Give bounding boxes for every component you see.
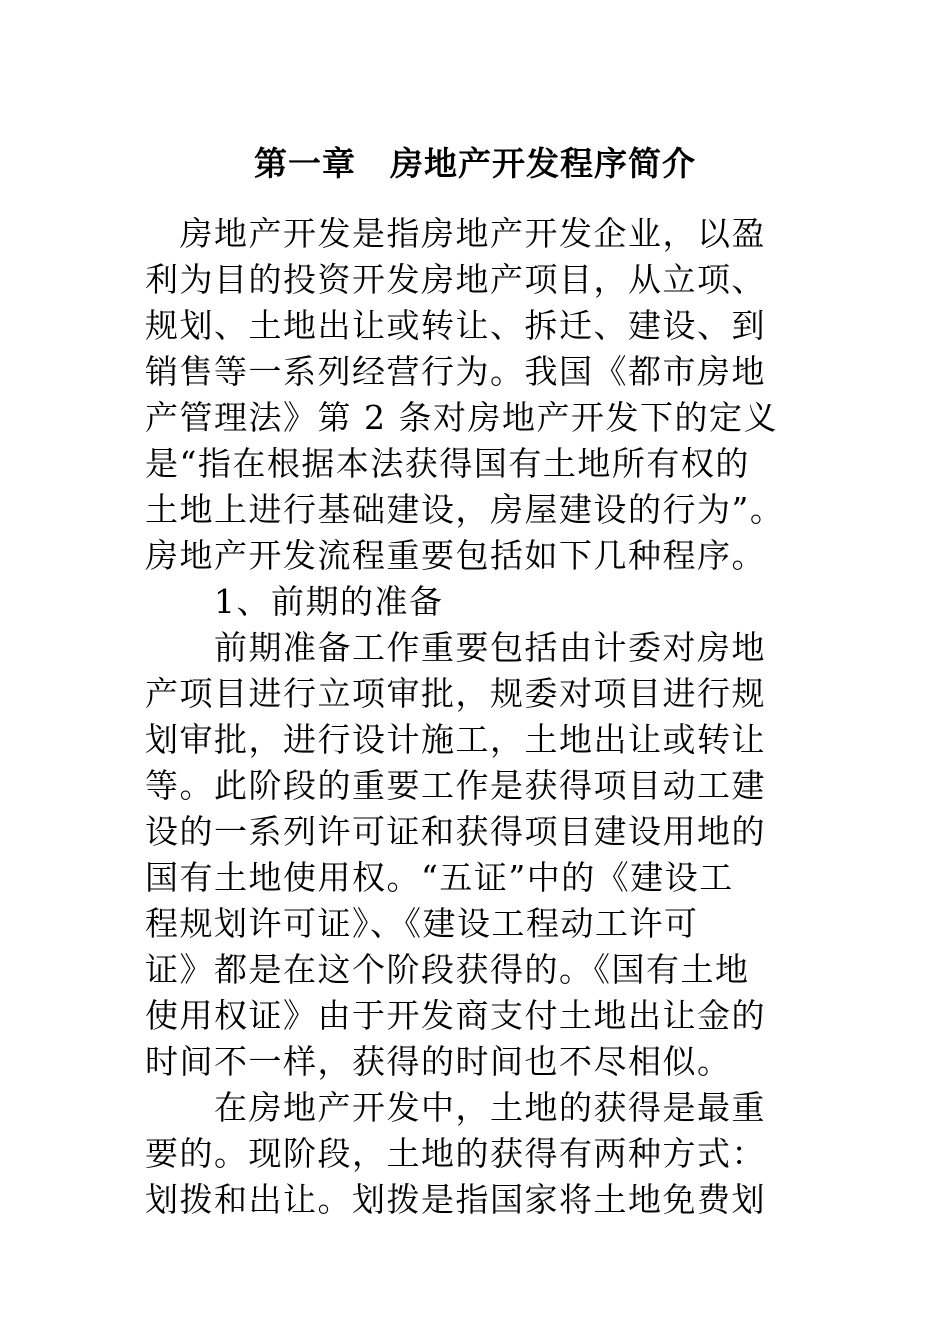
body-line: 房地产开发流程重要包括如下几种程序。 — [145, 536, 766, 575]
body-line: 销售等一系列经营行为。我国《都市房地 — [145, 352, 766, 391]
body-line: 划拨和出让。划拨是指国家将土地免费划 — [145, 1180, 766, 1219]
body-line: 使用权证》由于开发商支付土地出让金的 — [145, 996, 766, 1035]
section-heading: 1、前期的准备 — [145, 582, 444, 621]
body-line: 房地产开发是指房地产开发企业，以盈 — [145, 214, 766, 253]
body-line: 程规划许可证》、《建设工程动工许可 — [145, 904, 699, 943]
body-line: 证》都是在这个阶段获得的。《国有土地 — [145, 950, 750, 989]
body-line: 是“指在根据本法获得国有土地所有权的 — [145, 444, 750, 483]
body-line: 划审批，进行设计施工，土地出让或转让 — [145, 720, 766, 759]
body-line: 土地上进行基础建设，房屋建设的行为”。 — [145, 490, 785, 529]
body-line: 产项目进行立项审批，规委对项目进行规 — [145, 674, 766, 713]
body-line: 等。此阶段的重要工作是获得项目动工建 — [145, 766, 766, 805]
body-line: 规划、土地出让或转让、拆迁、建设、到 — [145, 306, 766, 345]
chapter-title: 第一章 房地产开发程序简介 — [254, 144, 696, 183]
body-line: 要的。现阶段，土地的获得有两种方式： — [145, 1134, 766, 1173]
body-line: 利为目的投资开发房地产项目，从立项、 — [145, 260, 766, 299]
body-line: 时间不一样，获得的时间也不尽相似。 — [145, 1042, 732, 1081]
body-line: 前期准备工作重要包括由计委对房地 — [145, 628, 766, 667]
body-line: 国有土地使用权。“五证”中的《建设工 — [145, 858, 734, 897]
body-line: 在房地产开发中，土地的获得是最重 — [145, 1088, 766, 1127]
body-line: 产管理法》第 2 条对房地产开发下的定义 — [145, 398, 778, 437]
body-line: 设的一系列许可证和获得项目建设用地的 — [145, 812, 766, 851]
